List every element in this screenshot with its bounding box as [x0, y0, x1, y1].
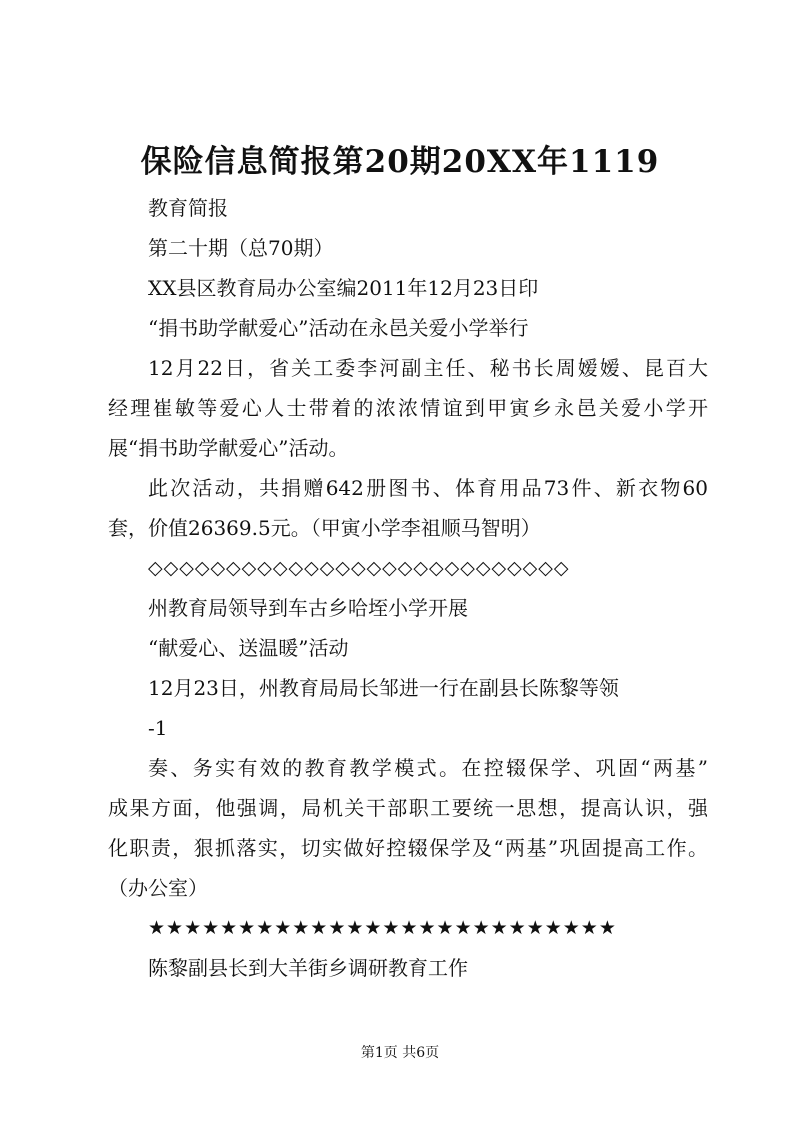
paragraph-line: 经理崔敏等爱心人士带着的浓浓情谊到甲寅乡永邑关爱小学开 [108, 396, 708, 420]
paragraph-line: 教育简报 [148, 196, 228, 220]
paragraph-line: 展“捐书助学献爱心”活动。 [108, 436, 349, 460]
diamond-divider: ◇◇◇◇◇◇◇◇◇◇◇◇◇◇◇◇◇◇◇◇◇◇◇◇◇◇◇ [148, 557, 570, 579]
paragraph-line: 奏、务实有效的教育教学模式。在控辍保学、巩固“两基” [148, 756, 708, 780]
paragraph-line: 州教育局领导到车古乡哈垤小学开展 [148, 596, 468, 620]
paragraph-line: 成果方面，他强调，局机关干部职工要统一思想，提高认识，强 [108, 796, 708, 820]
paragraph-line: 此次活动，共捐赠642册图书、体育用品73件、新衣物60 [148, 476, 708, 500]
paragraph-line: 陈黎副县长到大羊街乡调研教育工作 [148, 956, 468, 980]
paragraph-line: 化职责，狠抓落实，切实做好控辍保学及“两基”巩固提高工作。 [108, 836, 708, 860]
star-divider: ★★★★★★★★★★★★★★★★★★★★★★★★★★ [148, 917, 617, 939]
document-title: 保险信息简报第20期20XX年1119 [140, 144, 660, 180]
paragraph-line: “献爱心、送温暖”活动 [148, 636, 349, 660]
paragraph-line: “捐书助学献爱心”活动在永邑关爱小学举行 [148, 316, 529, 340]
page-marker: -1 [148, 716, 168, 740]
page-footer: 第1页 共6页 [360, 1045, 440, 1061]
paragraph-line: 第二十期（总70期） [148, 236, 334, 260]
paragraph-line: XX县区教育局办公室编2011年12月23日印 [148, 276, 539, 300]
paragraph-line: （办公室） [108, 876, 208, 900]
document-body [108, 188, 708, 988]
paragraph-line: 12月22日，省关工委李河副主任、秘书长周嫒嫒、昆百大 [148, 356, 708, 380]
paragraph-line: 套，价值26369.5元。（甲寅小学李祖顺马智明） [108, 516, 541, 540]
paragraph-line: 12月23日，州教育局局长邹进一行在副县长陈黎等领 [148, 676, 619, 700]
